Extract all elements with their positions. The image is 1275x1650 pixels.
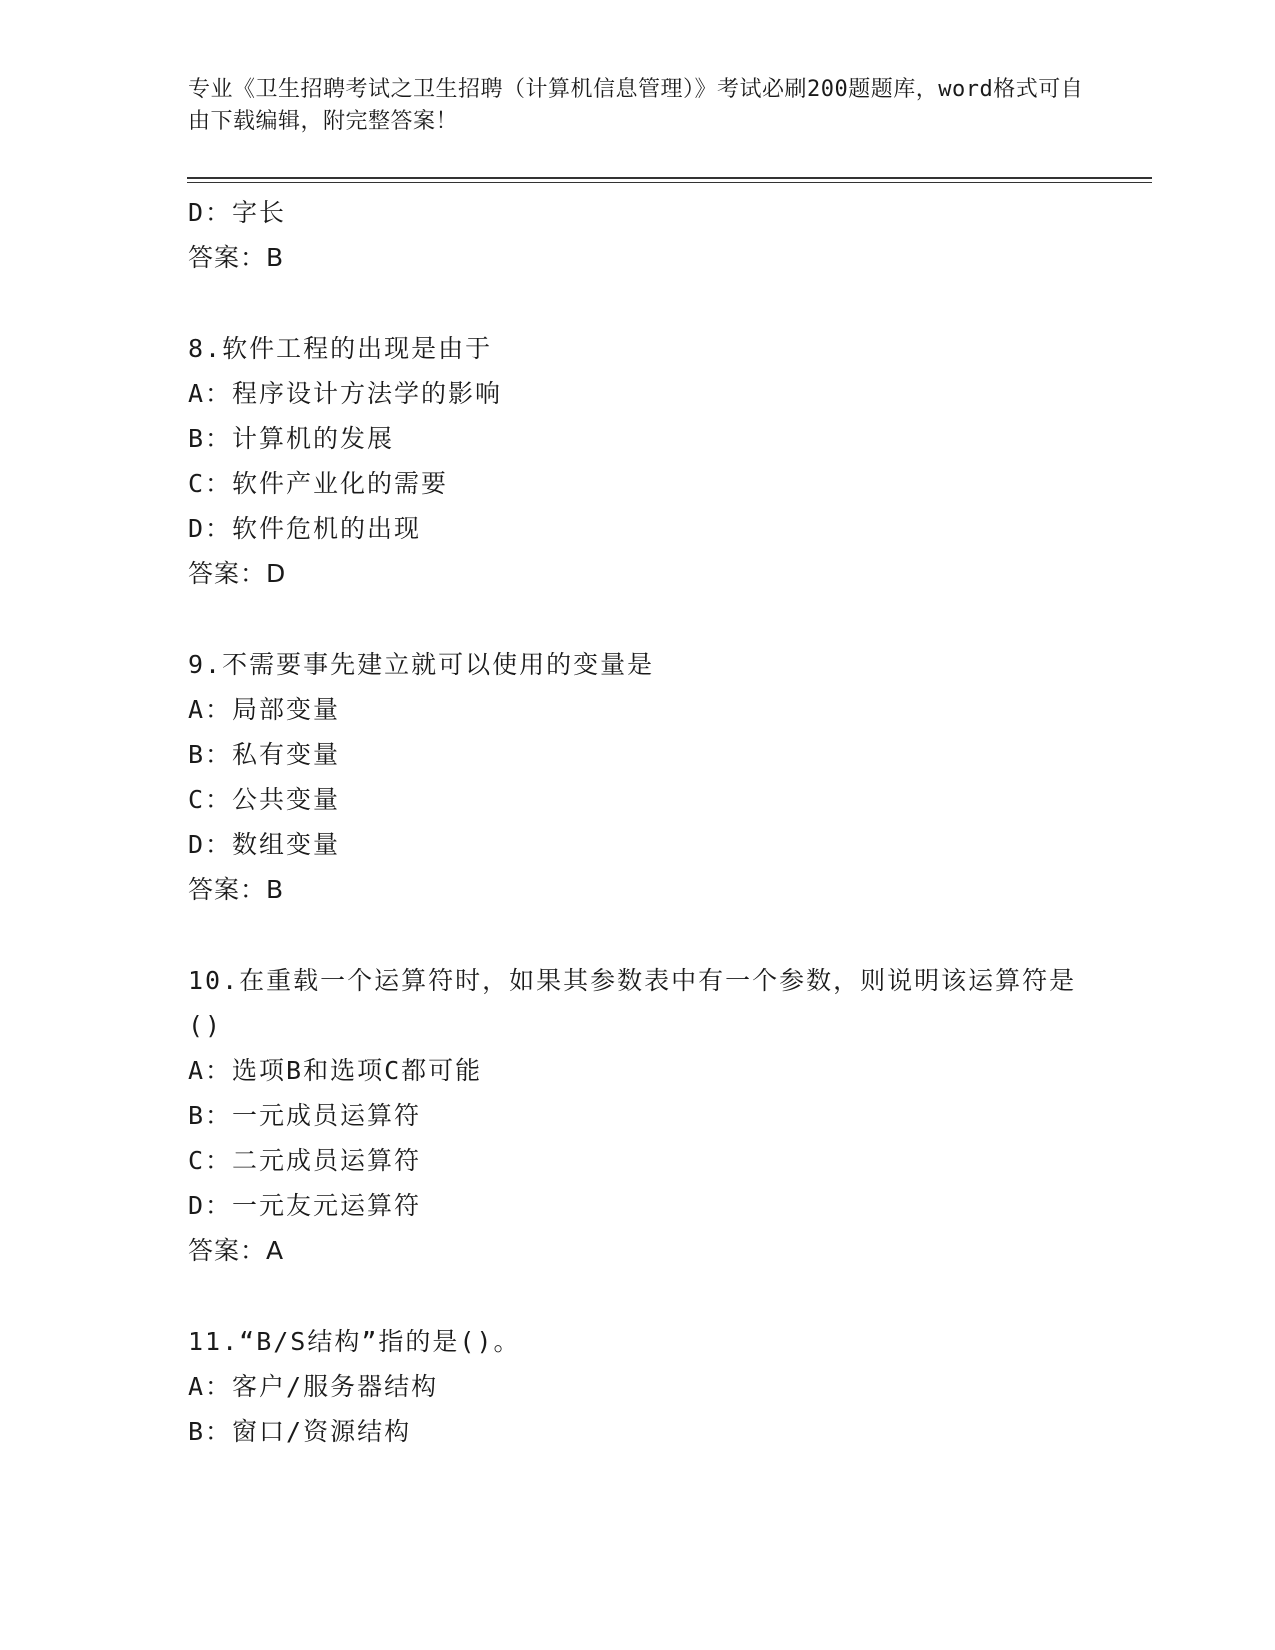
page-header: 专业《卫生招聘考试之卫生招聘（计算机信息管理）》考试必刷200题题库，word格式可自由下载编辑，附完整答案！ — [188, 77, 1084, 134]
answer-line: 答案：D — [188, 559, 287, 588]
option-d: D：数组变量 — [188, 830, 341, 859]
answer-line: 答案：B — [188, 243, 285, 272]
answer-line: 答案：B — [188, 875, 285, 904]
option-b: B：私有变量 — [188, 740, 341, 769]
option-c: C：软件产业化的需要 — [188, 469, 449, 498]
question-title: 8.软件工程的出现是由于 — [188, 334, 493, 363]
option-b: B：一元成员运算符 — [188, 1101, 422, 1130]
option-d: D：字长 — [188, 198, 287, 227]
question-title: 11.“B/S结构”指的是()。 — [188, 1327, 521, 1356]
question-title: 9.不需要事先建立就可以使用的变量是 — [188, 650, 655, 679]
option-a: A：客户/服务器结构 — [188, 1372, 439, 1401]
option-a: A：程序设计方法学的影响 — [188, 379, 503, 408]
option-c: C：公共变量 — [188, 785, 341, 814]
answer-line: 答案：A — [188, 1236, 285, 1265]
option-a: A：选项B和选项C都可能 — [188, 1056, 483, 1085]
question-title: 10.在重载一个运算符时，如果其参数表中有一个参数，则说明该运算符是() — [188, 966, 1077, 1040]
option-b: B：计算机的发展 — [188, 424, 395, 453]
option-d: D：一元友元运算符 — [188, 1191, 422, 1220]
header-divider — [187, 177, 1152, 183]
option-a: A：局部变量 — [188, 695, 341, 724]
question-list — [188, 190, 1088, 1454]
option-b: B：窗口/资源结构 — [188, 1417, 412, 1446]
option-c: C：二元成员运算符 — [188, 1146, 422, 1175]
option-d: D：软件危机的出现 — [188, 514, 422, 543]
